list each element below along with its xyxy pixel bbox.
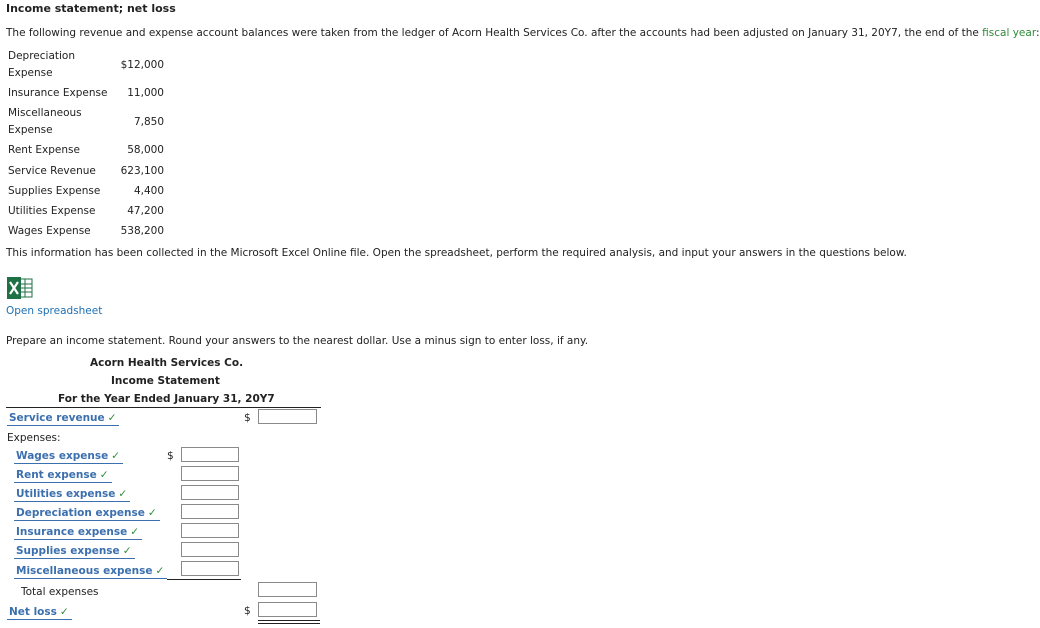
check-icon: ✓ <box>107 412 117 424</box>
balance-label: Miscellaneous <box>8 107 82 119</box>
balance-value: 47,200 <box>127 205 164 217</box>
expense-row <box>14 469 112 481</box>
rent-expense-input[interactable] <box>181 466 239 481</box>
balance-value: 4,400 <box>133 185 164 197</box>
balance-label: Utilities Expense <box>8 205 96 217</box>
total-expenses-input[interactable] <box>258 582 317 597</box>
balance-value: 538,200 <box>120 225 164 237</box>
intro-suffix: : <box>1035 27 1040 39</box>
excel-icon-graphic <box>7 277 33 299</box>
service-revenue-row <box>7 412 119 424</box>
net-loss-input[interactable] <box>258 602 317 617</box>
dollar-sign: $ <box>167 450 174 462</box>
expense-select[interactable] <box>14 507 160 521</box>
check-icon: ✓ <box>147 507 157 519</box>
miscellaneous-expense-input[interactable] <box>181 561 239 576</box>
service-revenue-select[interactable] <box>7 412 119 426</box>
expense-label: Insurance expense <box>16 526 128 538</box>
expenses-label: Expenses: <box>7 432 61 444</box>
intro-text <box>6 27 1040 39</box>
expense-row <box>14 450 123 462</box>
wages-expense-input[interactable] <box>181 447 239 462</box>
check-icon: ✓ <box>59 606 69 618</box>
expense-label: Supplies expense <box>16 545 120 557</box>
balance-label-line2: Expense <box>8 67 53 79</box>
statement-name: Income Statement <box>111 375 220 387</box>
header-divider <box>6 407 321 408</box>
net-loss-select[interactable] <box>7 606 72 620</box>
utilities-expense-input[interactable] <box>181 485 239 500</box>
balance-value: $12,000 <box>120 59 164 71</box>
expense-label: Miscellaneous expense <box>16 565 153 577</box>
dollar-sign: $ <box>244 412 251 424</box>
net-loss-row <box>7 606 72 618</box>
problem-title: Income statement; net loss <box>6 2 176 15</box>
double-underline-top <box>258 620 320 621</box>
open-spreadsheet-link[interactable]: Open spreadsheet <box>6 305 103 317</box>
expense-row <box>14 488 130 500</box>
depreciation-expense-input[interactable] <box>181 504 239 519</box>
expense-select[interactable] <box>14 545 135 559</box>
statement-company: Acorn Health Services Co. <box>90 357 244 369</box>
check-icon: ✓ <box>99 469 109 481</box>
expense-row <box>14 526 142 538</box>
balance-value: 58,000 <box>127 144 164 156</box>
intro-body: The following revenue and expense account balances were taken from the ledger of Acorn Health Services Co. after the accounts had been adjusted on January 31, 20Y7, the end of the <box>6 27 979 39</box>
check-icon: ✓ <box>118 488 128 500</box>
service-revenue-label: Service revenue <box>9 412 105 424</box>
expense-label: Wages expense <box>16 450 109 462</box>
service-revenue-input[interactable] <box>258 409 317 424</box>
expense-row <box>14 565 167 577</box>
balance-label-line2: Expense <box>8 124 53 136</box>
balance-label: Depreciation <box>8 50 75 62</box>
expense-select[interactable] <box>14 565 167 579</box>
expense-row <box>14 545 135 557</box>
excel-icon[interactable] <box>7 277 33 299</box>
statement-period: For the Year Ended January 31, 20Y7 <box>58 393 275 405</box>
dollar-sign: $ <box>244 605 251 617</box>
expense-row <box>14 507 160 519</box>
balance-label: Supplies Expense <box>8 185 101 197</box>
fiscal-year-link[interactable]: fiscal year <box>982 27 1036 39</box>
expense-select[interactable] <box>14 488 130 502</box>
prepare-instructions: Prepare an income statement. Round your answers to the nearest dollar. Use a minus sign to enter loss, if any. <box>6 335 589 347</box>
balance-label: Rent Expense <box>8 144 80 156</box>
total-expenses-label: Total expenses <box>21 586 99 598</box>
balance-value: 11,000 <box>127 87 164 99</box>
check-icon: ✓ <box>155 565 165 577</box>
expense-select[interactable] <box>14 450 123 464</box>
check-icon: ✓ <box>122 545 132 557</box>
insurance-expense-input[interactable] <box>181 523 239 538</box>
balance-label: Wages Expense <box>8 225 91 237</box>
expense-select[interactable] <box>14 526 142 540</box>
balance-label: Insurance Expense <box>8 87 108 99</box>
check-icon: ✓ <box>130 526 140 538</box>
expense-select[interactable] <box>14 469 112 483</box>
supplies-expense-input[interactable] <box>181 542 239 557</box>
expense-label: Rent expense <box>16 469 97 481</box>
subtotal-rule <box>167 579 241 580</box>
double-underline-bottom <box>258 623 320 624</box>
info-text: This information has been collected in the Microsoft Excel Online file. Open the spreadsheet, perform the required analysis, and input your answers in the questions below. <box>6 247 907 259</box>
expense-label: Utilities expense <box>16 488 116 500</box>
balance-value: 623,100 <box>120 165 164 177</box>
balance-label: Service Revenue <box>8 165 96 177</box>
net-loss-label: Net loss <box>9 606 57 618</box>
check-icon: ✓ <box>111 450 121 462</box>
expense-label: Depreciation expense <box>16 507 145 519</box>
balance-value: 7,850 <box>133 116 164 128</box>
